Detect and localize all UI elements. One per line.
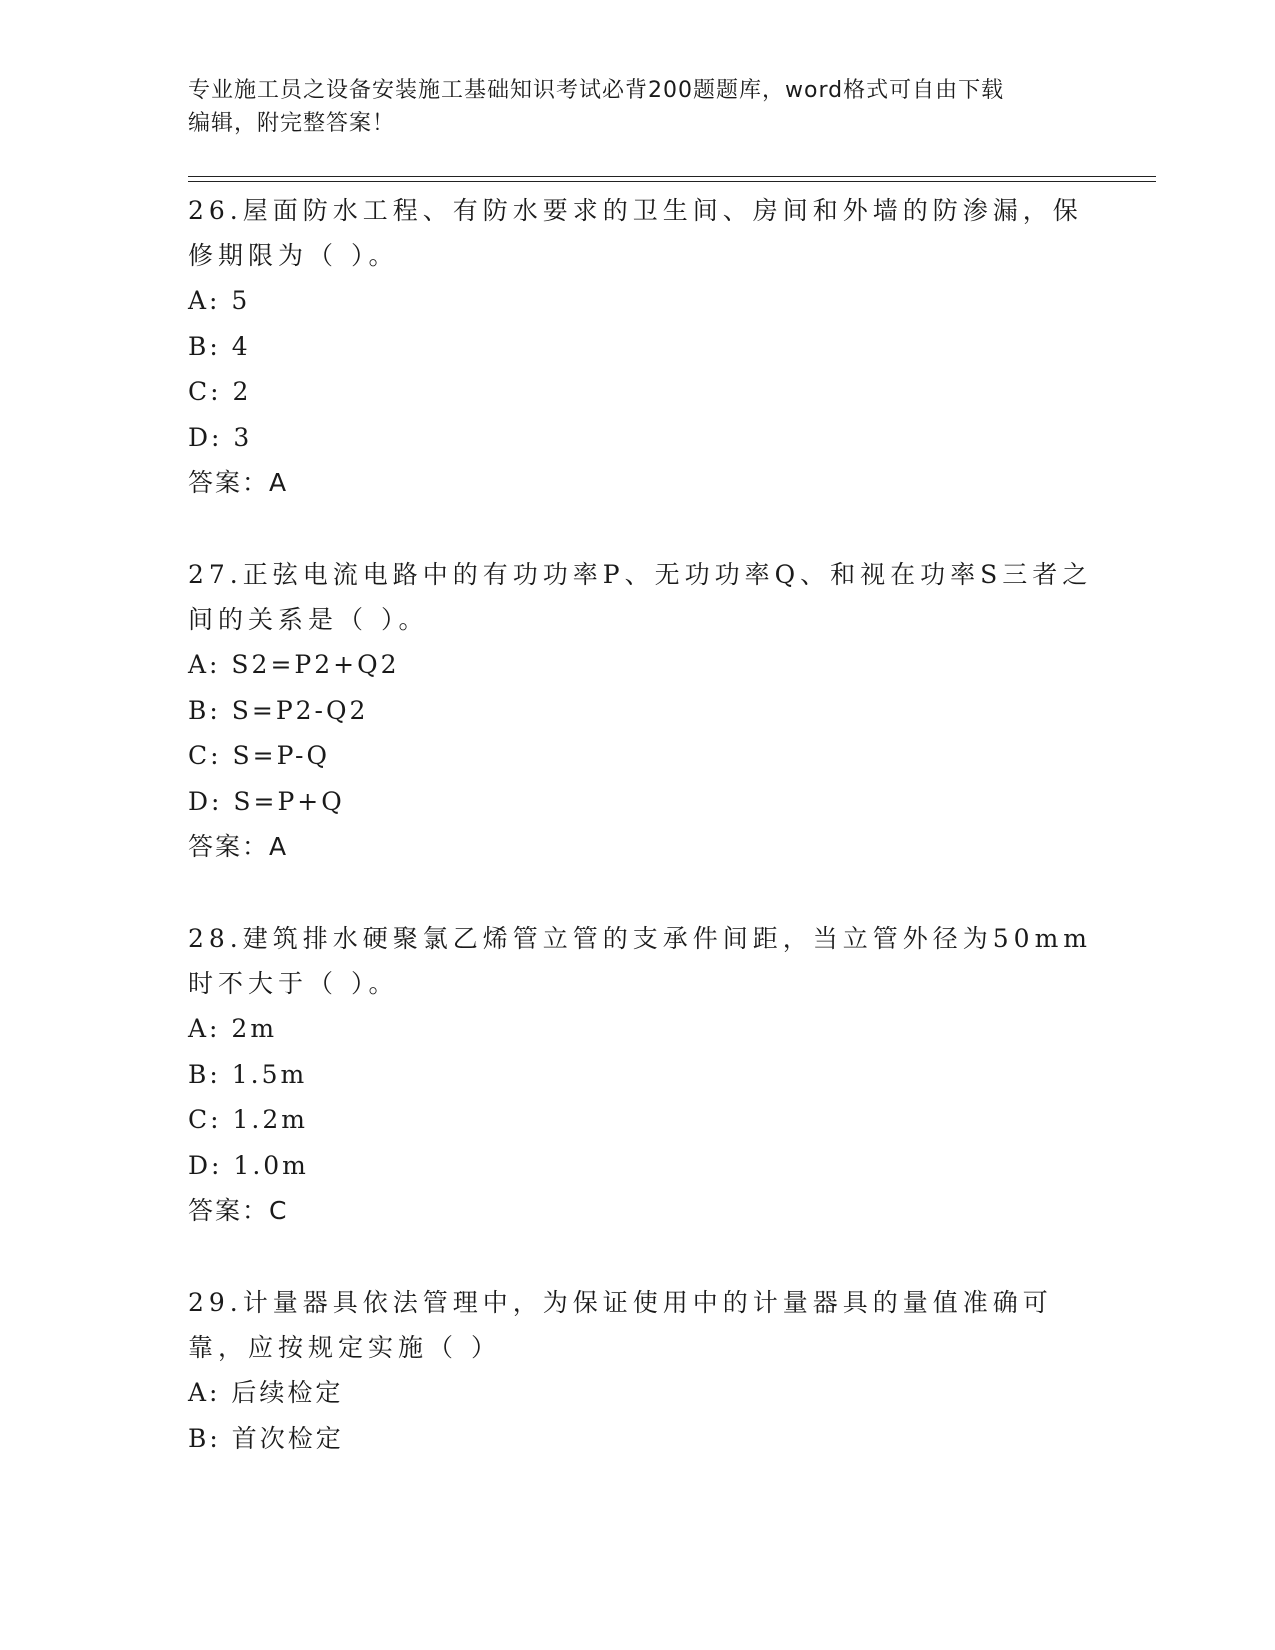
question-text: 28.建筑排水硬聚氯乙烯管立管的支承件间距，当立管外径为50mm时不大于（ ）。 bbox=[188, 924, 1092, 998]
answer-line: 答案：C bbox=[188, 1196, 289, 1225]
question-28 bbox=[188, 916, 1108, 1233]
document-header bbox=[188, 74, 1088, 140]
question-text: 29.计量器具依法管理中，为保证使用中的计量器具的量值准确可靠，应按规定实施（ ） bbox=[188, 1288, 1053, 1362]
option-a: A: S2=P2+Q2 bbox=[188, 650, 400, 679]
option-b: B: 1.5m bbox=[188, 1059, 308, 1089]
option-a: A: 后续检定 bbox=[188, 1378, 344, 1407]
question-text: 26.屋面防水工程、有防水要求的卫生间、房间和外墙的防渗漏，保修期限为（ ）。 bbox=[188, 196, 1083, 270]
question-26 bbox=[188, 188, 1108, 505]
option-d: D: 1.0m bbox=[188, 1150, 309, 1180]
option-c: C: S=P-Q bbox=[188, 741, 330, 770]
option-c: C: 2 bbox=[188, 377, 252, 406]
answer-line: 答案：A bbox=[188, 832, 289, 861]
question-text: 27.正弦电流电路中的有功功率P、无功功率Q、和视在功率S三者之间的关系是（ ）。 bbox=[188, 560, 1093, 634]
header-title-line-1: 专业施工员之设备安装施工基础知识考试必背200题题库，word格式可自由下载 bbox=[188, 78, 1005, 103]
header-title-line-2: 编辑，附完整答案！ bbox=[188, 111, 396, 136]
option-a: A: 2m bbox=[188, 1014, 278, 1043]
answer-line: 答案：A bbox=[188, 468, 289, 497]
option-c: C: 1.2m bbox=[188, 1105, 308, 1134]
question-list bbox=[188, 188, 1108, 1508]
question-29 bbox=[188, 1280, 1108, 1461]
option-b: B: 4 bbox=[188, 331, 251, 361]
option-b: B: 首次检定 bbox=[188, 1423, 344, 1453]
option-b: B: S=P2-Q2 bbox=[188, 695, 369, 725]
option-a: A: 5 bbox=[188, 286, 251, 315]
question-27 bbox=[188, 552, 1108, 869]
header-divider-top bbox=[188, 176, 1156, 177]
option-d: D: 3 bbox=[188, 422, 253, 452]
option-d: D: S=P+Q bbox=[188, 786, 345, 816]
header-divider-bottom bbox=[188, 181, 1156, 182]
